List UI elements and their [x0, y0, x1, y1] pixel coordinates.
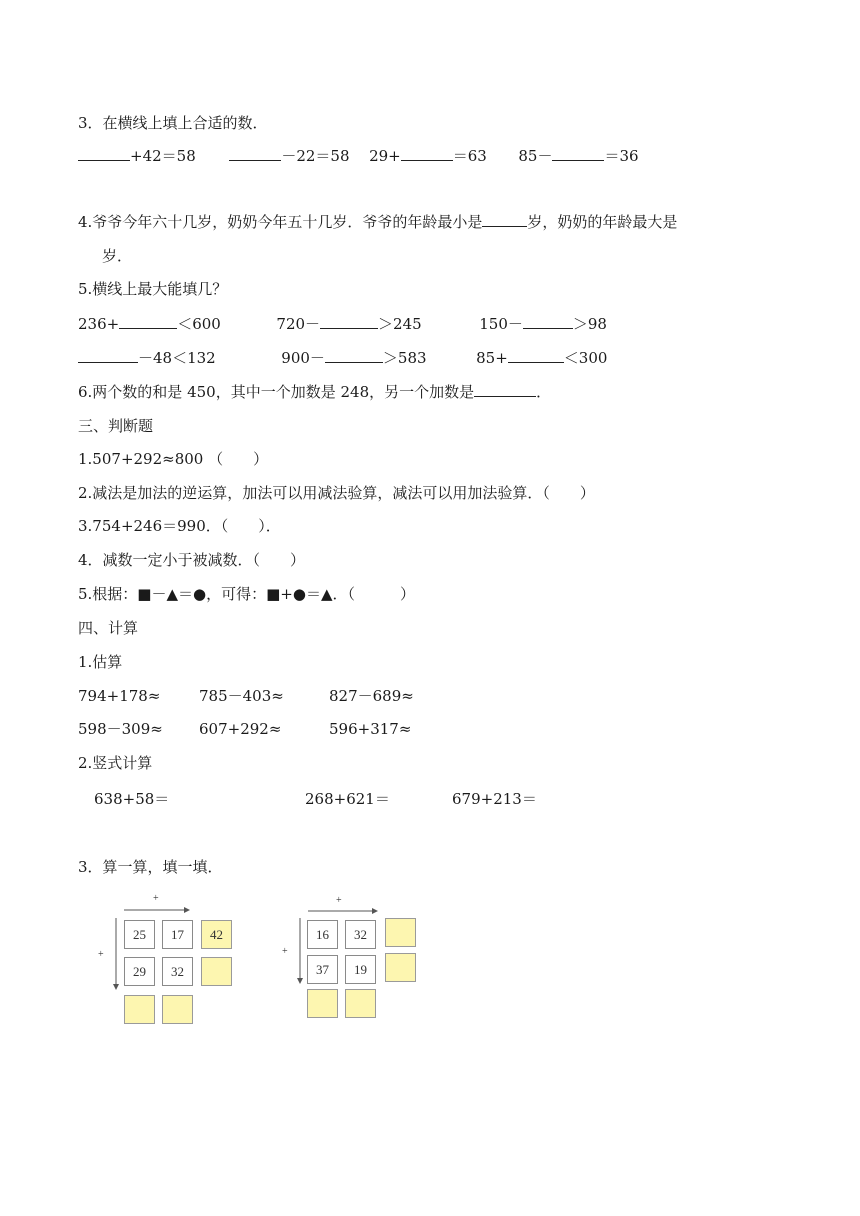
q5-item: 150－ [479, 315, 523, 333]
sum-cell[interactable] [201, 957, 232, 986]
sum-cell[interactable] [385, 953, 416, 982]
q3-item: －22＝58 [281, 147, 350, 165]
number-cell: 29 [124, 957, 155, 986]
q5-item: 900－ [281, 349, 325, 367]
answer-blank[interactable] [474, 382, 536, 397]
q6-line [78, 382, 551, 402]
number-cell: 32 [162, 957, 193, 986]
estimate-item: 785－403≈ [199, 687, 284, 705]
answer-blank[interactable] [78, 348, 138, 363]
plus-sign: + [336, 895, 342, 906]
vertical-title: 2.竖式计算 [78, 754, 153, 772]
q4-line-end: 岁． [102, 247, 133, 265]
estimate-item: 827－689≈ [329, 687, 414, 705]
number-cell: 25 [124, 920, 155, 949]
q4-line [78, 212, 677, 232]
q3-item: +42＝58 [130, 147, 196, 165]
down-arrow-icon [111, 918, 121, 990]
answer-blank[interactable] [401, 146, 453, 161]
judge-item: 2.减法是加法的逆运算，加法可以用减法验算，减法可以用加法验算．（ ） [78, 484, 595, 502]
grid-title: 3．算一算，填一填． [78, 858, 223, 876]
calc-heading: 四、计算 [78, 619, 139, 637]
sum-cell[interactable] [124, 995, 155, 1024]
judge-item: 5.根据：■－▲＝●，可得：■+●＝▲．（ ） [78, 585, 415, 603]
q5-item: 236+ [78, 315, 120, 333]
q3-item: 29+ [369, 147, 401, 165]
q5-item: ＞583 [382, 349, 427, 367]
answer-blank[interactable] [78, 146, 130, 161]
plus-sign: + [282, 946, 288, 957]
plus-sign: + [98, 949, 104, 960]
q3-item: ＝63 [452, 147, 487, 165]
sum-cell[interactable]: 42 [201, 920, 232, 949]
q5-row2 [78, 348, 607, 368]
vertical-item: 679+213＝ [452, 790, 537, 808]
q5-item: ＞245 [378, 315, 422, 333]
right-arrow-icon [308, 906, 378, 916]
answer-blank[interactable] [320, 314, 378, 329]
sum-cell[interactable] [345, 989, 376, 1018]
plus-sign: + [153, 893, 159, 904]
answer-blank[interactable] [229, 146, 281, 161]
answer-blank[interactable] [552, 146, 604, 161]
vertical-item: 638+58＝ [94, 790, 170, 808]
q5-row1 [78, 314, 607, 334]
vertical-item: 268+621＝ [305, 790, 390, 808]
judge-item: 3.754+246＝990．（ ）． [78, 517, 281, 535]
answer-blank[interactable] [119, 314, 177, 329]
q3-item: ＝36 [604, 147, 639, 165]
number-cell: 16 [307, 920, 338, 949]
q3-row [78, 146, 639, 166]
answer-blank[interactable] [523, 314, 573, 329]
q5-item: 720－ [276, 315, 321, 333]
estimate-item: 607+292≈ [199, 720, 282, 738]
sum-cell[interactable] [162, 995, 193, 1024]
q5-item: 85+ [476, 349, 508, 367]
q5-item: ＞98 [572, 315, 607, 333]
q5-title: 5.横线上最大能填几？ [78, 280, 228, 298]
down-arrow-icon [295, 918, 305, 984]
judge-item: 1.507+292≈800 （ ） [78, 450, 269, 468]
judge-heading: 三、判断题 [78, 417, 154, 435]
number-cell: 19 [345, 955, 376, 984]
estimate-item: 596+317≈ [329, 720, 412, 738]
q4-text: 4.爷爷今年六十几岁，奶奶今年五十几岁．爷爷的年龄最小是 [78, 213, 483, 231]
answer-blank[interactable] [508, 348, 564, 363]
answer-blank[interactable] [482, 212, 527, 227]
estimate-title: 1.估算 [78, 653, 123, 671]
number-cell: 17 [162, 920, 193, 949]
sum-cell[interactable] [385, 918, 416, 947]
number-cell: 32 [345, 920, 376, 949]
answer-blank[interactable] [325, 348, 383, 363]
estimate-item: 794+178≈ [78, 687, 161, 705]
number-cell: 37 [307, 955, 338, 984]
judge-item: 4．减数一定小于被减数．（ ） [78, 551, 306, 569]
q6-end: ． [536, 383, 552, 401]
estimate-item: 598－309≈ [78, 720, 163, 738]
q3-title: 3．在横线上填上合适的数． [78, 114, 268, 132]
q5-item: ＜600 [177, 315, 221, 333]
sum-cell[interactable] [307, 989, 338, 1018]
right-arrow-icon [124, 905, 190, 915]
q4-text: 岁，奶奶的年龄最大是 [527, 213, 678, 231]
q5-item: －48＜132 [138, 349, 216, 367]
q6-text: 6.两个数的和是 450，其中一个加数是 248，另一个加数是 [78, 383, 475, 401]
q3-item: 85－ [518, 147, 553, 165]
q5-item: ＜300 [563, 349, 608, 367]
